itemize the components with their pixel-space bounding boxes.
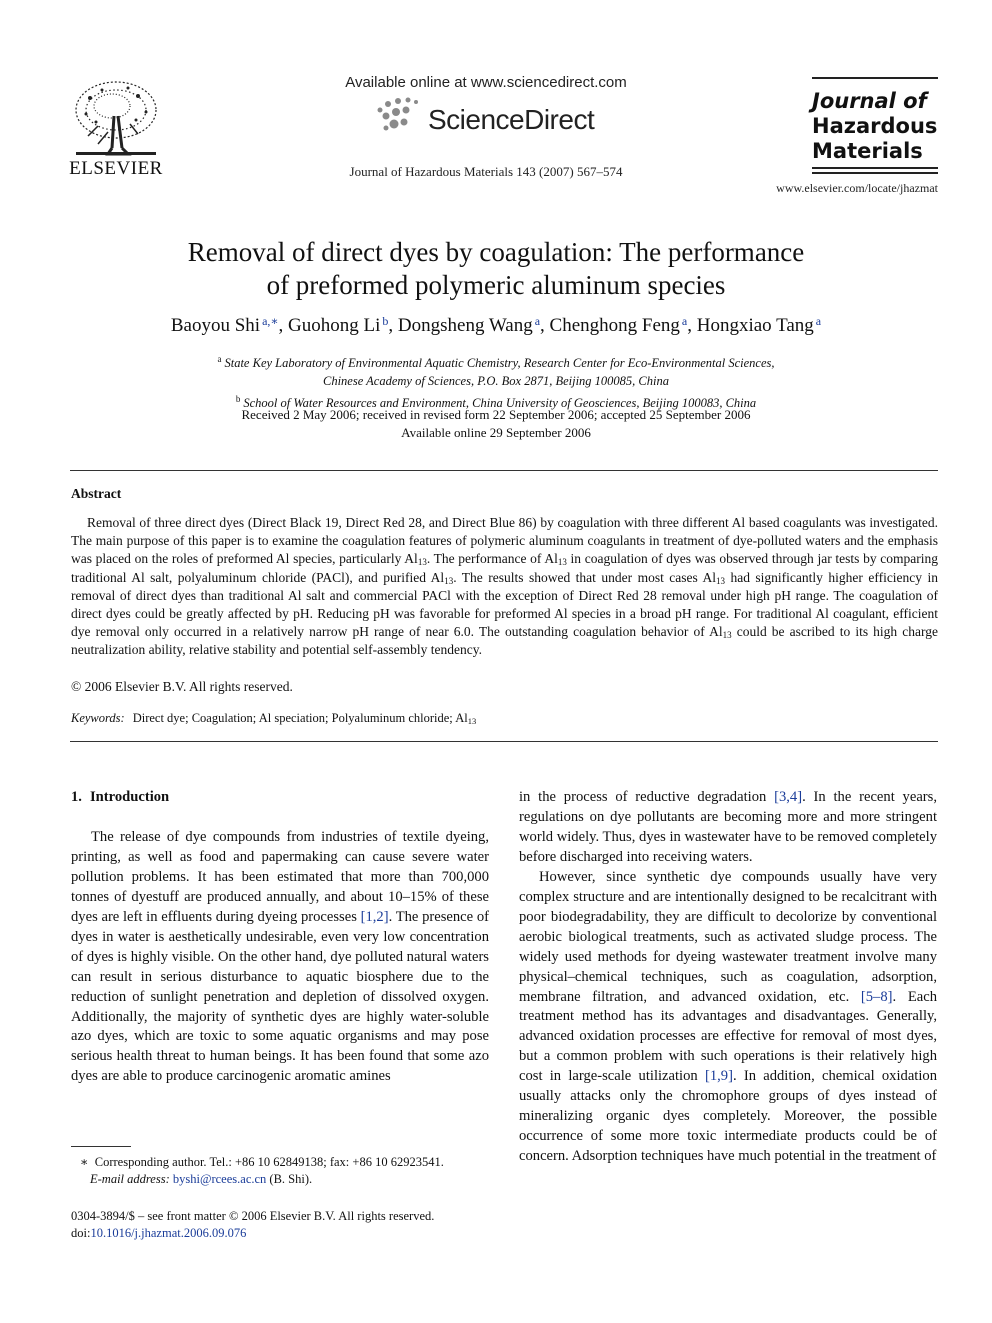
abstract-heading: Abstract <box>71 486 122 501</box>
sciencedirect-dots-icon <box>372 96 428 136</box>
subscript: 13 <box>557 557 567 568</box>
abstract-text-segment: had significantly higher efficiency in removal of direct dyes than traditional Al salt and commercial PACl with the exception of Direct Red 28 removal under high pH range. The coagulation of direct dyes could be greatly affected by pH. Reducing pH was favorable for preformed Al species in a broad pH range. For traditional Al coagulant, efficient dye removal only occurred in a relatively narrow pH range of near 6.0. The outstanding coagulation behavior of Al <box>71 569 939 640</box>
author-separator: , <box>540 315 550 336</box>
affiliation-mark: b <box>235 394 241 405</box>
affiliation-mark: a <box>217 354 222 364</box>
corresponding-author-footnote <box>80 1154 480 1188</box>
doi-label: doi: <box>71 1226 91 1240</box>
body-column-right <box>519 788 937 1167</box>
paragraph-text: However, since synthetic dye compounds usually have very complex structure and are intentionally designed to be recalcitrant with poor biodegradability, they are difficult to decolorize by conventional aerobic biological treatments, such as activated sludge process. The widely used methods for dyeing wastewater treatment involve many physical–chemical techniques, such as coagulation, adsorption, membrane filtration, and advanced oxidation, etc. <box>519 868 937 1005</box>
paragraph <box>71 828 489 1087</box>
keywords-label: Keywords: <box>71 711 125 725</box>
citation-link[interactable]: [3,4] <box>774 789 803 805</box>
paragraph-text: . In addition, chemical oxidation usually attacks only the chromophore groups of dyes instead of mineralizing organic dyes completely. Moreover, the possible occurrence of some more toxic intermediate products could be of concern. Adsorption techniques have much potential in the treatment of <box>519 1068 938 1165</box>
author-separator: , <box>687 315 697 336</box>
available-online-date: Available online 29 September 2006 <box>401 425 591 440</box>
affiliation-a <box>96 350 896 372</box>
subscript: 13 <box>722 630 732 641</box>
section-heading <box>71 788 489 808</box>
abstract-text-segment: in coagulation of dyes was observed through jar tests by comparing traditional Al salt, polyaluminum chloride (PACl), and purified Al <box>71 551 938 585</box>
paragraph-text: The release of dye compounds from industries of textile dyeing, printing, as well as food and papermaking can cause severe water pollution problems. It has been estimated that more than 700,000 tonnes of dyestuff are produced annually, and about 10–15% of these dyes are left in effluents during dyeing processes <box>71 828 489 925</box>
author-affiliation-mark[interactable]: a,∗ <box>262 314 279 328</box>
author-affiliation-mark[interactable]: a <box>815 314 822 328</box>
paragraph-text: . In the recent years, regulations on dye pollutants are becoming more and more stringent world widely. Thus, dyes in wastewater have to be removed completely before discharged into receiving waters. <box>519 789 937 865</box>
paragraph-text: . The presence of dyes in water is aesthetically undesirable, even very low concentration of dyes is highly visible. On the other hand, dye polluted natural waters can result in serious disturbance to aquatic biosphere due to the reduction of sunlight penetration and depletion of dissolved oxygen. Additionally, the majority of synthetic dyes are highly water-soluble azo dyes, which are toxic to some aquatic organisms and may pose serious health threat to human beings. It has been found that some azo dyes are able to produce carcinogenic aromatic amines <box>71 908 490 1085</box>
author-list <box>60 314 932 337</box>
paper-title-line-1: Removal of direct dyes by coagulation: The performance <box>187 237 805 267</box>
journal-masthead-rules-bottom <box>812 167 938 177</box>
abstract-text-segment: Removal of three direct dyes (Direct Black 19, Direct Red 28, and Direct Blue 86) by coagulation with three different Al based coagulants was investigated. The main purpose of this paper is to examine the coagulation features of polymeric aluminum coagulants in treatment of dye-polluted waters and the emphasis was placed on the roles of preformed Al species, particularly Al <box>71 515 938 567</box>
citation-link[interactable]: [5–8] <box>860 988 893 1005</box>
subscript: 13 <box>716 575 725 586</box>
front-matter <box>71 1208 491 1242</box>
section-number: 1. <box>71 789 82 805</box>
author-name[interactable]: Baoyou Shi <box>170 315 261 336</box>
keywords-text: Direct dye; Coagulation; Al speciation; Polyaluminum chloride; Al <box>132 711 468 725</box>
author-affiliation-mark[interactable]: a <box>534 314 541 328</box>
citation-link[interactable]: [1,9] <box>704 1068 733 1085</box>
affiliation-a-line-2: Chinese Academy of Sciences, P.O. Box 2871, Beijing 100085, China <box>322 374 669 389</box>
subscript: 13 <box>417 557 427 568</box>
author-name[interactable]: Hongxiao Tang <box>696 315 814 336</box>
paragraph-text: . Each treatment method has its advantages and disadvantages. Generally, advanced oxidation processes are effective for removal of most dyes, but a common problem with such operations is their relatively high cost in large-scale utilization <box>519 988 937 1085</box>
journal-citation: Journal of Hazardous Materials 143 (2007) 567–574 <box>349 164 623 179</box>
abstract-text-segment: . The results showed that under most cases Al <box>453 569 716 585</box>
available-online-text: Available online at www.sciencedirect.com <box>345 74 627 91</box>
paragraph <box>519 868 937 1167</box>
journal-name-line-1: Journal of <box>812 89 927 113</box>
author-name[interactable]: Guohong Li <box>288 315 381 336</box>
journal-name-line-3: Materials <box>812 139 923 163</box>
section-title: Introduction <box>89 789 170 805</box>
received-dates: Received 2 May 2006; received in revised form 22 September 2006; accepted 25 September 2006 <box>241 407 751 422</box>
doi-link[interactable]: 10.1016/j.jhazmat.2006.09.076 <box>90 1226 247 1240</box>
footnote-mark: ∗ <box>80 1155 89 1169</box>
footnote-rule <box>71 1146 131 1147</box>
journal-url[interactable]: www.elsevier.com/locate/jhazmat <box>776 181 938 195</box>
abstract-text-segment: . The performance of Al <box>426 551 558 567</box>
sciencedirect-wordmark: ScienceDirect <box>428 104 595 135</box>
paragraph-text: in the process of reductive degradation <box>519 789 775 805</box>
author-separator: , <box>388 315 398 336</box>
author-name[interactable]: Chenghong Feng <box>549 315 680 336</box>
affiliation-a-line-1: State Key Laboratory of Environmental Aquatic Chemistry, Research Center for Eco-Environmental Sciences, <box>224 356 775 371</box>
affiliation-b-line: School of Water Resources and Environment, China University of Geosciences, Beijing 100083, China <box>243 396 757 411</box>
corresponding-author-contact: Corresponding author. Tel.: +86 10 62849138; fax: +86 10 62923541. <box>94 1155 444 1169</box>
citation-link[interactable]: [1,2] <box>360 908 389 925</box>
author-name[interactable]: Dongsheng Wang <box>397 315 533 336</box>
author-affiliation-mark[interactable]: a <box>681 314 688 328</box>
paper-title <box>96 236 896 302</box>
journal-name-line-2: Hazardous <box>812 114 938 138</box>
abstract-text <box>71 514 938 660</box>
issn-line: 0304-3894/$ – see front matter © 2006 Elsevier B.V. All rights reserved. <box>71 1209 435 1223</box>
journal-masthead <box>812 89 952 164</box>
email-label: E-mail address: <box>90 1172 170 1186</box>
subscript: 13 <box>467 716 477 726</box>
body-column-left <box>71 788 489 1087</box>
paper-title-line-2: of preformed polymeric aluminum species <box>266 270 726 300</box>
article-history <box>96 406 896 442</box>
journal-masthead-rules-top <box>812 77 938 82</box>
affiliations <box>96 350 896 412</box>
author-affiliation-mark[interactable]: b <box>382 314 389 328</box>
email-link[interactable]: byshi@rcees.ac.cn <box>172 1172 267 1186</box>
abstract-bottom-rule <box>70 741 938 742</box>
paragraph <box>519 788 937 868</box>
author-separator: , <box>278 315 289 336</box>
email-suffix: (B. Shi). <box>266 1172 313 1186</box>
abstract-text-segment: could be ascribed to its high charge neutralization ability, relative stability and potential self-assembly tendency. <box>71 624 939 658</box>
elsevier-wordmark: ELSEVIER <box>69 158 163 179</box>
abstract-copyright: © 2006 Elsevier B.V. All rights reserved. <box>71 679 293 694</box>
subscript: 13 <box>444 575 454 586</box>
keywords <box>71 711 938 726</box>
abstract-top-rule <box>70 470 938 471</box>
